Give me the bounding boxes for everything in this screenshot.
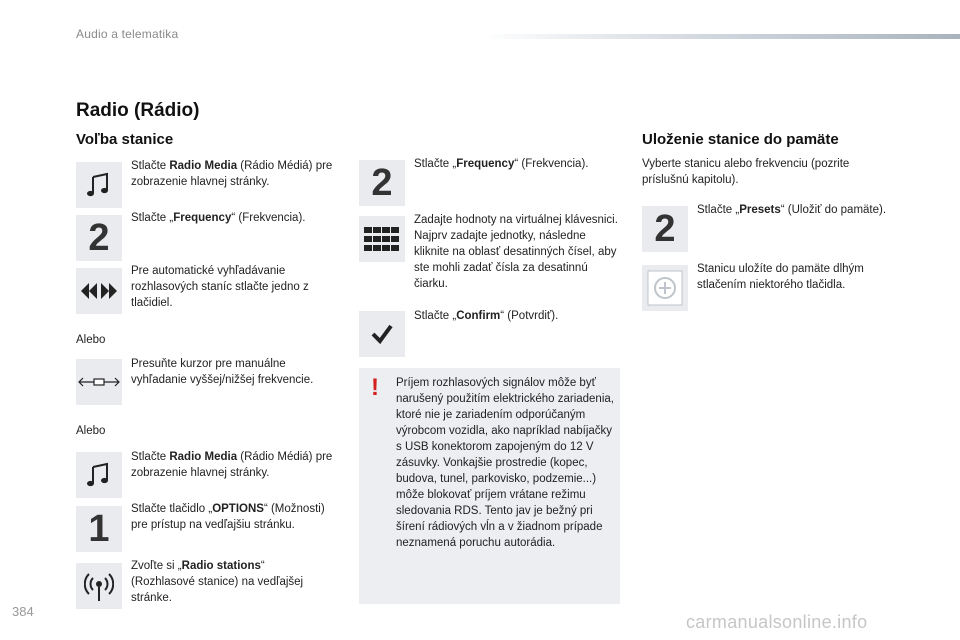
step-frequency-1: Stlačte „Frequency“ (Frekvencia). [131, 212, 306, 224]
music-note-icon [76, 452, 122, 498]
checkmark-icon [359, 311, 405, 357]
step-presets: Stlačte „Presets“ (Uložiť do pamäte). [697, 204, 887, 216]
section-header: Audio a telematika [76, 27, 179, 41]
step-badge-1: 1 [76, 506, 122, 552]
warning-icon: ! [371, 374, 379, 401]
warning-text: Príjem rozhlasových signálov môže byť narušený použitím elektrického zariadenia, ktoré nie je zariadením odporúčaným výrobcom vozidla, ako napríklad nabíjačky s USB konektorom zapojeným do 12 V zásuvky. Vonkajšie prostredie (kopec, budova, tunel, parkovisko, podzemie...) môže blokovať príjem vrátane režimu sledovania RDS. Tento jav je bežný pri šírení rádiových vĺn a v žiadnom prípade neznamená poruchu autorádia. [396, 377, 614, 549]
step-frequency-2: Stlačte „Frequency“ (Frekvencia). [414, 158, 589, 170]
step-auto-search: Pre automatické vyhľadávanie rozhlasových staníc stlačte jedno z tlačidiel. [131, 265, 309, 309]
or-label-2: Alebo [76, 425, 106, 437]
watermark: carmanualsonline.info [686, 612, 868, 632]
step-badge-2: 2 [642, 206, 688, 252]
step-radio-media-1: Stlačte Radio Media (Rádio Médiá) pre zobrazenie hlavnej stránky. [131, 160, 333, 188]
page-number: 384 [12, 604, 34, 619]
step-radio-stations: Zvoľte si „Radio stations“ (Rozhlasové stanice) na vedľajšej stránke. [131, 560, 304, 604]
step-radio-media-2: Stlačte Radio Media (Rádio Médiá) pre zobrazenie hlavnej stránky. [131, 451, 333, 479]
music-note-icon [76, 162, 122, 208]
frequency-slider-icon [76, 359, 122, 405]
page-title: Radio (Rádio) [76, 100, 200, 121]
or-label-1: Alebo [76, 334, 106, 346]
step-virtual-keyboard: Zadajte hodnoty na virtuálnej klávesnici. Najprv zadajte jednotky, následne kliknite na oblasť desatinných čísel, aby ste mohli zadať čísla za desatinnú čiarku. [414, 214, 618, 290]
radio-antenna-icon [76, 563, 122, 609]
seek-arrows-icon [76, 268, 122, 314]
step-manual-search: Presuňte kurzor pre manuálne vyhľadanie vyššej/nižšej frekvencie. [131, 358, 314, 386]
preset-plus-icon [642, 265, 688, 311]
save-intro: Vyberte stanicu alebo frekvenciu (pozrite príslušnú kapitolu). [642, 158, 850, 186]
header-bar [480, 34, 960, 39]
heading-station-selection: Voľba stanice [76, 131, 174, 148]
step-badge-2: 2 [76, 215, 122, 261]
heading-save-station: Uloženie stanice do pamäte [642, 131, 839, 148]
step-badge-2: 2 [359, 160, 405, 206]
step-long-press: Stanicu uložíte do pamäte dlhým stlačením niektorého tlačidla. [697, 263, 864, 291]
step-confirm: Stlačte „Confirm“ (Potvrdiť). [414, 310, 559, 322]
keypad-icon [359, 216, 405, 262]
step-options: Stlačte tlačidlo „OPTIONS“ (Možnosti) pre prístup na vedľajšiu stránku. [131, 503, 325, 531]
